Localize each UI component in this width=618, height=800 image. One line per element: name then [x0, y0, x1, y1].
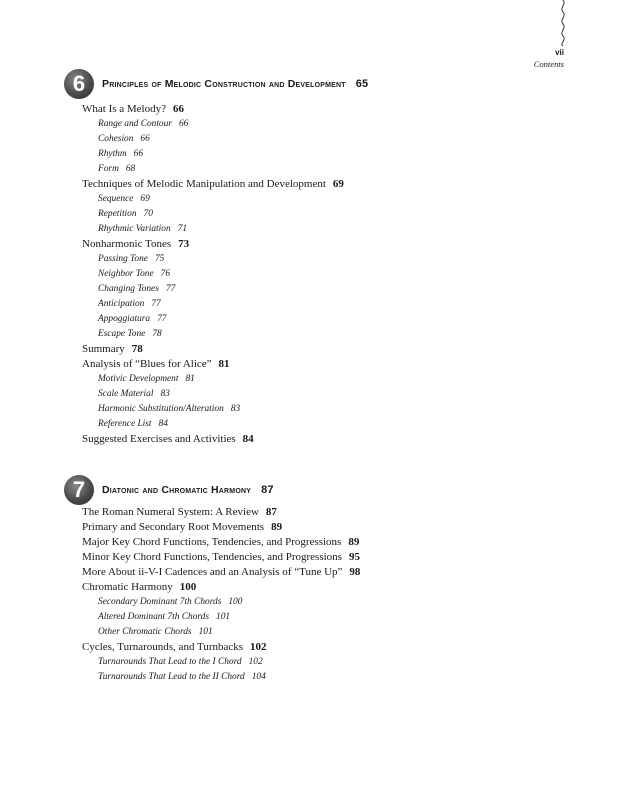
toc-entry-page: 104 [251, 672, 266, 682]
toc-entry-page: 73 [178, 238, 190, 250]
toc-entry-title: Scale Material [98, 389, 154, 399]
toc-entry-page: 84 [158, 419, 168, 429]
toc-entry-page: 102 [248, 657, 263, 667]
toc-subentry[interactable] [82, 402, 552, 417]
toc-entry-page: 81 [185, 374, 195, 384]
toc-entry-page: 78 [152, 329, 162, 339]
toc-subentry[interactable] [82, 312, 552, 327]
toc-entry-title: Turnarounds That Lead to the II Chord [98, 672, 245, 682]
chapter-title [102, 484, 274, 496]
chapter-number-badge: 7 [64, 475, 94, 505]
toc-entry-title: Chromatic Harmony [82, 581, 173, 593]
toc-subentry[interactable] [82, 417, 552, 432]
toc-entry[interactable] [82, 640, 552, 655]
toc-entry-title: Sequence [98, 194, 134, 204]
toc-entry-page: 75 [154, 254, 165, 264]
toc-entry-page: 100 [179, 581, 197, 593]
toc-entry[interactable] [82, 102, 552, 117]
toc-entry-title: Altered Dominant 7th Chords [98, 612, 210, 622]
toc-entry-title: Rhythm [98, 149, 127, 159]
toc-subentry[interactable] [82, 162, 552, 177]
chapter-number-badge: 6 [64, 69, 94, 99]
toc-entry-title: Summary [82, 343, 125, 355]
toc-entry[interactable] [82, 237, 552, 252]
chapter-title-text: Diatonic and Chromatic Harmony [102, 484, 252, 496]
toc-entry-title: Rhythmic Variation [98, 224, 171, 234]
chapter-page: 87 [261, 484, 274, 496]
toc-entry-page: 68 [125, 164, 136, 174]
toc-entry[interactable] [82, 580, 552, 595]
toc-entry-page: 101 [216, 612, 231, 622]
chapter-7-heading[interactable] [64, 475, 274, 505]
toc-entry-title: Techniques of Melodic Manipulation and Development [82, 178, 326, 190]
toc-subentry[interactable] [82, 192, 552, 207]
toc-entry-title: Form [98, 164, 119, 174]
toc-subentry[interactable] [82, 267, 552, 282]
toc-subentry[interactable] [82, 147, 552, 162]
toc-subentry[interactable] [82, 595, 552, 610]
toc-subentry[interactable] [82, 132, 552, 147]
toc-entry[interactable] [82, 550, 552, 565]
toc-entry-page: 77 [157, 314, 167, 324]
toc-subentry[interactable] [82, 207, 552, 222]
chapter-title-text: Principles of Melodic Construction and Development [102, 78, 346, 90]
toc-subentry[interactable] [82, 387, 552, 402]
toc-entry-title: Repetition [98, 209, 137, 219]
toc-entry-page: 102 [250, 641, 267, 653]
toc-entry[interactable] [82, 342, 552, 357]
toc-entry-page: 69 [332, 178, 344, 190]
toc-entry-title: Nonharmonic Tones [82, 238, 172, 250]
toc-entry-page: 84 [242, 433, 254, 445]
toc-entry-title: Minor Key Chord Functions, Tendencies, and Progressions [82, 551, 342, 563]
toc-subentry[interactable] [82, 327, 552, 342]
toc-entry-page: 98 [349, 566, 361, 578]
toc-subentry[interactable] [82, 610, 552, 625]
toc-entry-title: Escape Tone [98, 329, 146, 339]
toc-subentry[interactable] [82, 372, 552, 387]
toc-subentry[interactable] [82, 117, 552, 132]
toc-entry[interactable] [82, 432, 552, 447]
running-head: Contents [533, 59, 564, 69]
chapter-6-heading[interactable] [64, 69, 368, 99]
toc-entry-title: Reference List [98, 419, 152, 429]
toc-entry-page: 76 [160, 269, 171, 279]
toc-entry-page: 77 [151, 299, 161, 309]
chapter-page: 65 [355, 78, 369, 90]
toc-entry-page: 100 [228, 597, 243, 607]
chapter-title [102, 78, 368, 90]
toc-subentry[interactable] [82, 222, 552, 237]
toc-entry-title: Turnarounds That Lead to the I Chord [98, 657, 242, 667]
chapter-6-toc [82, 102, 552, 447]
toc-entry-page: 78 [131, 343, 143, 355]
toc-entry-title: What Is a Melody? [82, 103, 166, 115]
toc-entry-title: Motivic Development [98, 374, 179, 384]
toc-entry-title: Cycles, Turnarounds, and Turnbacks [82, 641, 244, 653]
toc-entry-title: Secondary Dominant 7th Chords [98, 597, 222, 607]
toc-entry-page: 83 [160, 389, 170, 399]
toc-entry[interactable] [82, 565, 552, 580]
toc-entry-title: Anticipation [98, 299, 145, 309]
toc-entry-page: 89 [348, 536, 360, 548]
toc-entry[interactable] [82, 357, 552, 372]
toc-entry-title: Other Chromatic Chords [98, 627, 192, 637]
toc-entry-page: 71 [177, 224, 188, 234]
toc-entry[interactable] [82, 535, 552, 550]
toc-entry-title: The Roman Numeral System: A Review [82, 506, 259, 518]
toc-subentry[interactable] [82, 297, 552, 312]
toc-entry-page: 89 [271, 521, 283, 533]
toc-entry-title: Harmonic Substitution/Alteration [98, 404, 224, 414]
toc-subentry[interactable] [82, 625, 552, 640]
toc-entry-page: 83 [230, 404, 241, 414]
toc-entry[interactable] [82, 177, 552, 192]
toc-subentry[interactable] [82, 282, 552, 297]
page-number: vii [555, 48, 564, 57]
toc-entry-title: Passing Tone [98, 254, 148, 264]
toc-entry-page: 66 [140, 134, 150, 144]
toc-entry-title: Suggested Exercises and Activities [82, 433, 236, 445]
toc-entry-title: Primary and Secondary Root Movements [82, 521, 265, 533]
toc-entry-title: Appoggiatura [98, 314, 151, 324]
chapter-7-toc [82, 505, 552, 685]
toc-entry-title: Changing Tones [98, 284, 159, 294]
toc-entry-page: 81 [218, 358, 230, 370]
toc-entry[interactable] [82, 505, 552, 520]
toc-entry-page: 69 [140, 194, 150, 204]
toc-entry-page: 77 [165, 284, 176, 294]
toc-entry-title: Major Key Chord Functions, Tendencies, and Progressions [82, 536, 342, 548]
toc-entry-title: Cohesion [98, 134, 134, 144]
toc-entry-page: 87 [265, 506, 277, 518]
toc-entry-page: 66 [173, 103, 184, 115]
decorative-squiggle [556, 0, 570, 46]
toc-subentry[interactable] [82, 655, 552, 670]
toc-subentry[interactable] [82, 252, 552, 267]
toc-entry-page: 66 [133, 149, 144, 159]
toc-entry-title: More About ii-V-I Cadences and an Analysis of “Tune Up” [82, 566, 343, 578]
toc-subentry[interactable] [82, 670, 552, 685]
toc-entry[interactable] [82, 520, 552, 535]
toc-entry-page: 95 [348, 551, 360, 563]
toc-entry-title: Analysis of “Blues for Alice” [82, 358, 212, 370]
toc-entry-page: 66 [178, 119, 189, 129]
toc-entry-title: Neighbor Tone [98, 269, 154, 279]
toc-entry-title: Range and Contour [98, 119, 172, 129]
toc-entry-page: 70 [143, 209, 153, 219]
toc-entry-page: 101 [198, 627, 213, 637]
